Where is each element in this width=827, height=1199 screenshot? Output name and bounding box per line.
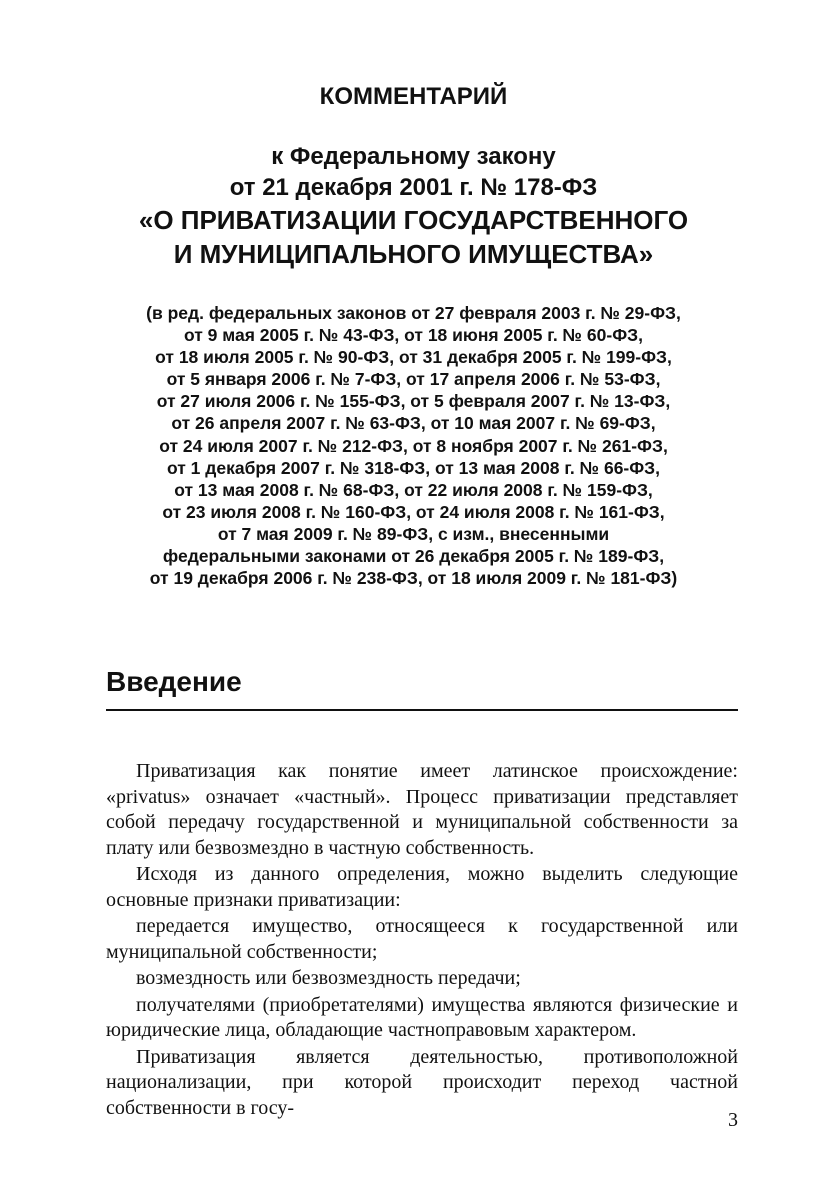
amendment-line: федеральными законами от 26 декабря 2005 г. № 189-ФЗ, — [162, 546, 665, 567]
document-label: КОММЕНТАРИЙ — [319, 83, 508, 110]
body-paragraph: возмездность или безвозмездность передачи; — [136, 967, 521, 989]
law-title — [0, 141, 827, 271]
amendment-line: от 26 апреля 2007 г. № 63-ФЗ, от 10 мая 2007 г. № 69-ФЗ, — [171, 413, 656, 434]
amendment-line: от 24 июля 2007 г. № 212-ФЗ, от 8 ноября 2007 г. № 261-ФЗ, — [159, 435, 668, 456]
section-heading: Введение — [106, 666, 242, 697]
body-paragraph: получателями (приобретателями) имущества являются физические и юридические лица, обладающие частноправовым характером. — [106, 993, 738, 1041]
amendment-line: от 27 июля 2006 г. № 155-ФЗ, от 5 февраля 2007 г. № 13-ФЗ, — [156, 391, 671, 412]
body-paragraph: Приватизация является деятельностью, противоположной национализации, при которой происходит переход частной собственности в госу- — [106, 1045, 738, 1119]
amendment-line: от 19 декабря 2006 г. № 238-ФЗ, от 18 июля 2009 г. № 181-ФЗ) — [149, 568, 678, 589]
body-paragraph: Исходя из данного определения, можно выделить следующие основные признаки приватизации: — [106, 863, 738, 911]
law-title-line: И МУНИЦИПАЛЬНОГО ИМУЩЕСТВА» — [173, 239, 654, 269]
amendment-line: (в ред. федеральных законов от 27 февраля 2003 г. № 29-ФЗ, — [146, 303, 681, 323]
amendment-line: от 9 мая 2005 г. № 43-ФЗ, от 18 июня 2005 г. № 60-ФЗ, — [184, 325, 643, 346]
body-paragraph: Приватизация как понятие имеет латинское происхождение: «privatus» означает «частный». Процесс приватизации представляет собой передачу государственной и муниципальной собственности за плату или безвозмездно в частную собственность. — [106, 760, 738, 859]
amendment-line: от 23 июля 2008 г. № 160-ФЗ, от 24 июля 2008 г. № 161-ФЗ, — [162, 501, 665, 522]
amendments-list — [0, 302, 827, 589]
amendment-line: от 1 декабря 2007 г. № 318-ФЗ, от 13 мая 2008 г. № 66-ФЗ, — [166, 457, 661, 478]
amendment-line: от 18 июля 2005 г. № 90-ФЗ, от 31 декабря 2005 г. № 199-ФЗ, — [155, 347, 672, 368]
body-paragraph: передается имущество, относящееся к государственной или муниципальной собственности; — [106, 915, 738, 963]
section-divider — [106, 709, 738, 711]
amendment-line: от 13 мая 2008 г. № 68-ФЗ, от 22 июля 2008 г. № 159-ФЗ, — [174, 479, 653, 500]
law-title-line: «О ПРИВАТИЗАЦИИ ГОСУДАРСТВЕННОГО — [138, 205, 689, 235]
law-title-line: от 21 декабря 2001 г. № 178-ФЗ — [229, 174, 598, 201]
section-body — [106, 759, 738, 1121]
page-number: 3 — [728, 1109, 738, 1131]
amendment-line: от 7 мая 2009 г. № 89-ФЗ, с изм., внесенными — [217, 523, 610, 544]
amendment-line: от 5 января 2006 г. № 7-ФЗ, от 17 апреля 2006 г. № 53-ФЗ, — [166, 369, 661, 390]
law-title-line: к Федеральному закону — [271, 143, 556, 170]
